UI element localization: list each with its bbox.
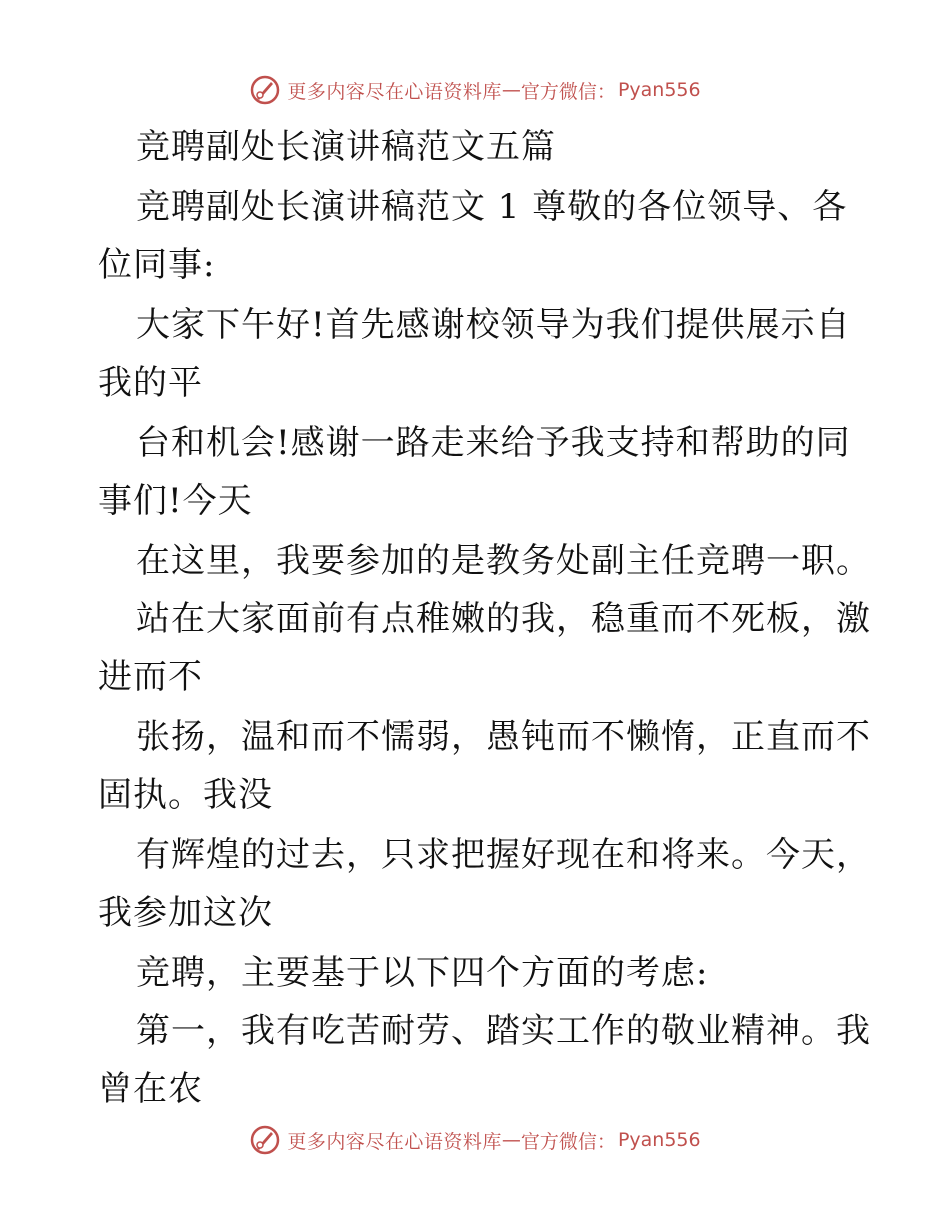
paragraph-line: 台和机会!感谢一路走来给予我支持和帮助的同 (136, 423, 851, 463)
paragraph-line: 在这里，我要参加的是教务处副主任竞聘一职。 (136, 541, 871, 581)
paragraph-line: 我的平 (98, 363, 203, 403)
paragraph-line: 第一，我有吃苦耐劳、踏实工作的敬业精神。我 (136, 1011, 871, 1051)
watermark-dash: — (501, 1129, 521, 1151)
paragraph-line: 曾在农 (98, 1069, 203, 1109)
watermark-wechat-id: Pyan556 (617, 79, 701, 101)
watermark-wechat-label: 官方微信： (520, 80, 616, 103)
paragraph-line: 固执。我没 (98, 775, 273, 815)
watermark-main-text: 更多内容尽在心语资料库 (287, 80, 502, 103)
paragraph-line: 进而不 (98, 657, 203, 697)
paragraph-line: 我参加这次 (98, 893, 273, 933)
paragraph-line: 有辉煌的过去，只求把握好现在和将来。今天， (136, 835, 871, 875)
paragraph-line: 竞聘副处长演讲稿范文 1 尊敬的各位领导、各 (136, 187, 848, 227)
paragraph-line: 位同事: (98, 245, 216, 285)
paragraph-line: 事们!今天 (98, 481, 253, 521)
document-title: 竞聘副处长演讲稿范文五篇 (136, 127, 556, 167)
header-watermark (0, 70, 950, 110)
paragraph-line: 大家下午好!首先感谢校领导为我们提供展示自 (136, 305, 851, 345)
watermark-main-text: 更多内容尽在心语资料库 (287, 1130, 502, 1153)
watermark-wechat-id: Pyan556 (617, 1129, 701, 1151)
footer-watermark (0, 1120, 950, 1160)
watermark-wechat-label: 官方微信： (520, 1130, 616, 1153)
quill-logo-icon (249, 1124, 281, 1156)
watermark-dash: — (501, 79, 521, 101)
paragraph-line: 竞聘，主要基于以下四个方面的考虑: (136, 953, 709, 993)
paragraph-line: 张扬，温和而不懦弱，愚钝而不懒惰，正直而不 (136, 717, 871, 757)
quill-logo-icon (249, 74, 281, 106)
paragraph-line: 站在大家面前有点稚嫩的我，稳重而不死板，激 (136, 599, 871, 639)
